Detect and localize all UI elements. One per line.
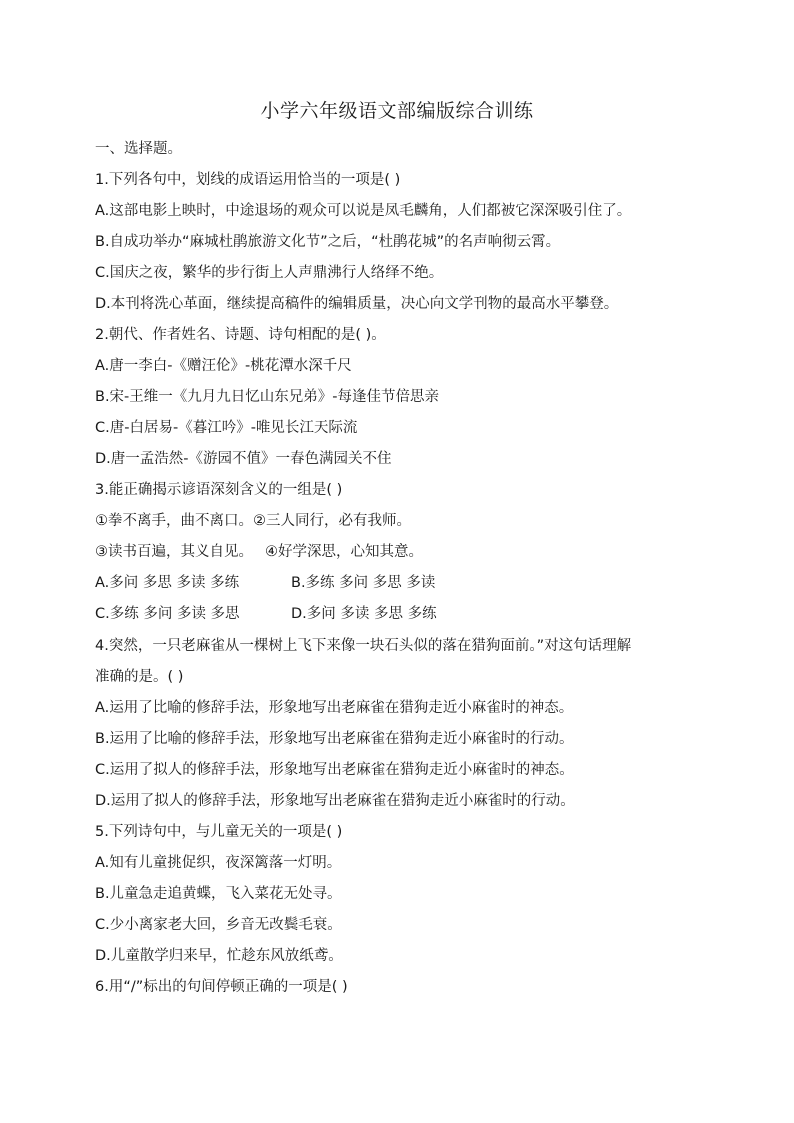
question-3-option-c: C.多练 多问 多读 多思 <box>95 606 240 622</box>
question-3-options-row-1 <box>95 572 715 594</box>
question-1-option-c: C.国庆之夜，繁华的步行街上人声鼎沸行人络绎不绝。 <box>95 265 444 281</box>
question-3-option-b: B.多练 多问 多思 多读 <box>291 575 436 591</box>
question-4-option-d: D.运用了拟人的修辞手法，形象地写出老麻雀在猎狗走近小麻雀时的行动。 <box>95 793 575 809</box>
question-4-option-c: C.运用了拟人的修辞手法，形象地写出老麻雀在猎狗走近小麻雀时的神态。 <box>95 762 574 778</box>
question-5-option-d: D.儿童散学归来早，忙趁东风放纸鸢。 <box>95 948 343 964</box>
question-3-proverbs-line-2 <box>95 541 715 563</box>
question-5-stem: 5.下列诗句中，与儿童无关的一项是( ) <box>95 824 343 840</box>
question-4-option-b: B.运用了比喻的修辞手法，形象地写出老麻雀在猎狗走近小麻雀时的行动。 <box>95 731 574 747</box>
question-1-option-a: A.这部电影上映时，中途退场的观众可以说是凤毛麟角，人们都被它深深吸引住了。 <box>95 203 632 219</box>
question-5-option-b: B.儿童急走追黄蝶，飞入菜花无处寻。 <box>95 886 342 902</box>
section-heading: 一、选择题。 <box>95 141 182 157</box>
question-3-proverbs-line-1: ①拳不离手，曲不离口。②三人同行，必有我师。 <box>95 513 411 529</box>
question-2-option-b: B.宋-王维一《九月九日忆山东兄弟》-每逢佳节倍思亲 <box>95 389 440 405</box>
question-2-option-c: C.唐-白居易-《暮江吟》-唯见长江天际流 <box>95 420 358 436</box>
question-2-option-d: D.唐一孟浩然-《游园不值》一春色满园关不住 <box>95 451 392 467</box>
question-5-option-a: A.知有儿童挑促织，夜深篱落一灯明。 <box>95 855 342 871</box>
question-3-options-row-2 <box>95 603 715 625</box>
question-3-option-d: D.多问 多读 多思 多练 <box>291 606 437 622</box>
question-4-stem-line-2: 准确的是。( ) <box>95 669 184 685</box>
question-4-stem-line-1: 4.突然，一只老麻雀从一棵树上飞下来像一块石头似的落在猎狗面前。”对这句话理解 <box>95 638 632 654</box>
proverb-3: ③读书百遍，其义自见。 <box>95 544 253 560</box>
question-3-stem: 3.能正确揭示谚语深刻含义的一组是( ) <box>95 482 343 498</box>
question-5-option-c: C.少小离家老大回，乡音无改鬓毛衰。 <box>95 917 342 933</box>
question-1-option-d: D.本刊将洗心革面，继续提高稿件的编辑质量，决心向文学刊物的最高水平攀登。 <box>95 296 619 312</box>
question-2-stem: 2.朝代、作者姓名、诗题、诗句相配的是( )。 <box>95 327 386 343</box>
proverb-4: ④好学深思，心知其意。 <box>265 544 423 560</box>
question-4-option-a: A.运用了比喻的修辞手法，形象地写出老麻雀在猎狗走近小麻雀时的神态。 <box>95 700 574 716</box>
document-title: 小学六年级语文部编版综合训练 <box>260 100 534 122</box>
question-2-option-a: A.唐一李白-《赠汪伦》-桃花潭水深千尺 <box>95 358 352 374</box>
question-1-option-b: B.自成功举办“麻城杜鹃旅游文化节”之后，“杜鹃花城”的名声响彻云霄。 <box>95 234 561 250</box>
question-6-stem: 6.用“/”标出的句间停顿正确的一项是( ) <box>95 979 348 995</box>
question-3-option-a: A.多问 多思 多读 多练 <box>95 575 240 591</box>
question-1-stem: 1.下列各句中，划线的成语运用恰当的一项是( ) <box>95 172 401 188</box>
